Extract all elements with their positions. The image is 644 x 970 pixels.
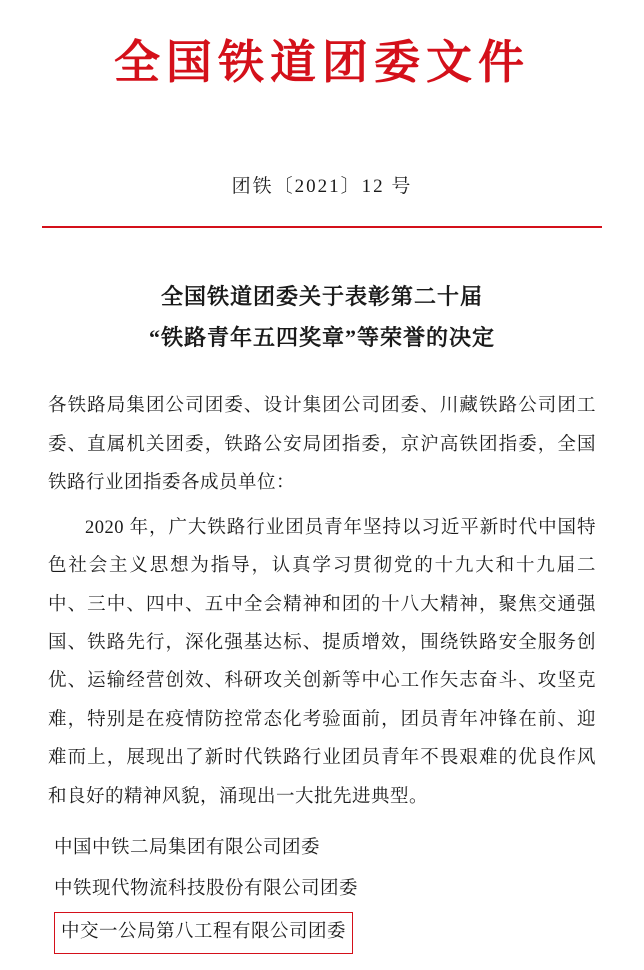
headline-line-2: “铁路青年五四奖章”等荣誉的决定 — [148, 325, 495, 351]
document-number: 团铁〔2021〕12 号 — [231, 175, 413, 197]
award-unit-list — [48, 830, 596, 958]
document-body — [48, 387, 596, 816]
list-item: 中国中铁二局集团有限公司团委 — [54, 838, 321, 859]
list-item-highlighted: 中交一公局第八工程有限公司团委 — [54, 912, 353, 954]
highlight-row — [48, 912, 596, 958]
body-paragraph-addressee: 各铁路局集团公司团委、设计集团公司团委、川藏铁路公司团工委、直属机关团委，铁路公安局团指委，京沪高铁团指委，全国铁路行业团指委各成员单位： — [48, 396, 596, 494]
document-title: 全国铁道团委文件 — [114, 37, 530, 88]
red-divider-rule — [42, 226, 602, 228]
list-item: 中铁现代物流科技股份有限公司团委 — [54, 879, 359, 900]
body-paragraph-main: 2020 年，广大铁路行业团员青年坚持以习近平新时代中国特色社会主义思想为指导，认真学习贯彻党的十九大和十九届二中、三中、四中、五中全会精神和团的十八大精神，聚焦交通强国、铁路先行，深化强基达标、提质增效，围绕铁路安全服务创优、运输经营创效、科研攻关创新等中心工作矢志奋斗、攻坚克难，特别是在疫情防控常态化考验面前，团员青年冲锋在前、迎难而上，展现出了新时代铁路行业团员青年不畏艰难的优良作风和良好的精神风貌，涌现出一大批先进典型。 — [48, 517, 596, 807]
document-headline — [48, 276, 596, 360]
headline-line-1: 全国铁道团委关于表彰第二十届 — [160, 283, 483, 309]
